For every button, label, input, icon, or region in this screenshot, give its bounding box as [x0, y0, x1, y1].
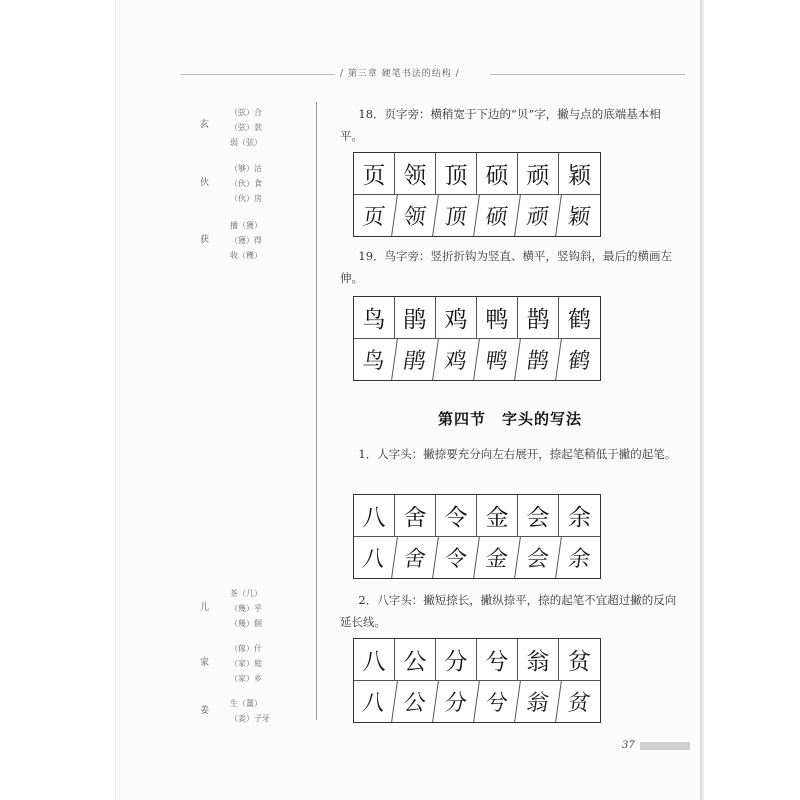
grid-char: 舍 [395, 495, 436, 537]
grid-char-cursive: 贫 [566, 691, 592, 716]
grid-char: 鸡 [436, 297, 477, 339]
running-header [180, 66, 685, 82]
grid-char: 鹃 [395, 297, 436, 339]
grid-char-cursive: 公 [392, 681, 439, 722]
page-number-tab [640, 742, 690, 750]
margin-note-head: 家 [200, 658, 210, 668]
grid-char-cursive: 金 [474, 537, 521, 578]
margin-note-head: 儿 [200, 603, 210, 613]
paragraph-18: 18．页字旁：横稍宽于下边的“贝”字，撇与点的底端基本相平。 [340, 107, 661, 143]
grid-char: 鹤 [559, 297, 600, 339]
margin-note-line: （家）乡 [230, 674, 262, 683]
grid-char-cursive: 翁 [515, 681, 562, 722]
grid-char-cursive: 鹊 [515, 339, 562, 380]
grid-char-cursive: 舍 [392, 537, 439, 578]
header-rule-right [490, 74, 685, 75]
grid-char: 金 [477, 495, 518, 537]
paragraph-19: 19．鸟字旁：竖折折钩为竖直、横平，竖钩斜，最后的横画左伸。 [340, 249, 673, 285]
page-number: 37 [622, 740, 635, 751]
grid-char-cursive: 鹃 [392, 339, 439, 380]
margin-note-line: 收（穫） [230, 251, 262, 260]
grid-char: 领 [395, 153, 436, 195]
grid-char: 硕 [477, 153, 518, 195]
grid-char: 翁 [518, 639, 559, 681]
grid-char-cursive: 八 [351, 537, 398, 578]
grid-char-cursive: 会 [515, 537, 562, 578]
margin-note-line: 播（獲） [230, 221, 262, 230]
margin-note-line: 茶（几） [230, 589, 262, 598]
grid-char: 余 [559, 495, 600, 537]
margin-note-line: （弦）款 [230, 123, 262, 132]
character-grid-18 [353, 152, 601, 237]
grid-char-cursive: 顶 [433, 195, 480, 236]
section-title: 第四节 字头的写法 [437, 410, 582, 428]
grid-char-cursive: 鹤 [566, 349, 592, 374]
grid-char: 鸟 [354, 297, 395, 339]
grid-char-cursive: 顽 [515, 195, 562, 236]
grid-char: 分 [436, 639, 477, 681]
margin-note-line: （家）庭 [230, 659, 262, 668]
grid-char-cursive: 八 [351, 681, 398, 722]
grid-char-cursive: 鸟 [351, 339, 398, 380]
grid-char-cursive: 领 [392, 195, 439, 236]
grid-char-cursive: 页 [351, 195, 398, 236]
grid-char-cursive: 令 [433, 537, 480, 578]
margin-note-line: 生（薑） [230, 699, 262, 708]
grid-char-cursive: 余 [566, 547, 592, 572]
grid-char-cursive: 鸭 [474, 339, 521, 380]
grid-char: 公 [395, 639, 436, 681]
margin-note-head: 获 [200, 235, 210, 245]
paragraph-2: 2．八字头：撇短捺长，撇纵捺平，捺的起笔不宜超过撇的反向延长线。 [340, 593, 677, 629]
grid-char-cursive: 鸡 [433, 339, 480, 380]
header-title: / 第三章 硬笔书法的结构 / [340, 69, 460, 79]
margin-note-head: 姜 [200, 706, 210, 716]
page-edge [700, 0, 704, 800]
margin-note-line: （獲）得 [230, 236, 262, 245]
grid-char: 顶 [436, 153, 477, 195]
margin-note-head: 玄 [200, 120, 210, 130]
margin-note-line: （伙）房 [230, 194, 262, 203]
margin-note-line: （伙）食 [230, 179, 262, 188]
grid-char: 令 [436, 495, 477, 537]
header-rule-left [180, 74, 335, 75]
grid-char: 贫 [559, 639, 600, 681]
grid-char: 鹊 [518, 297, 559, 339]
margin-note-line: （姜）子牙 [230, 714, 270, 723]
margin-note-line: （傢）什 [230, 644, 262, 653]
margin-note-line: （幾）個 [230, 619, 262, 628]
margin-note-line: （够）沽 [230, 164, 262, 173]
margin-note-head: 伙 [200, 178, 210, 188]
grid-char-cursive: 硕 [474, 195, 521, 236]
grid-char: 会 [518, 495, 559, 537]
grid-char-cursive: 颖 [566, 205, 592, 230]
character-grid-2 [353, 638, 601, 723]
grid-char-cursive: 兮 [474, 681, 521, 722]
grid-char-cursive: 分 [433, 681, 480, 722]
grid-char: 八 [354, 495, 395, 537]
grid-char: 颖 [559, 153, 600, 195]
paragraph-1: 1．人字头：撇捺要充分向左右展开，捺起笔稍低于撇的起笔。 [358, 447, 677, 461]
grid-char: 顽 [518, 153, 559, 195]
grid-char: 兮 [477, 639, 518, 681]
margin-note-line: （弦）合 [230, 108, 262, 117]
grid-char: 八 [354, 639, 395, 681]
grid-char: 鸭 [477, 297, 518, 339]
margin-note-line: 弱（弦） [230, 138, 262, 147]
margin-note-line: （幾）乎 [230, 604, 262, 613]
character-grid-1 [353, 494, 601, 579]
character-grid-19 [353, 296, 601, 381]
grid-char: 页 [354, 153, 395, 195]
column-divider [316, 102, 317, 720]
